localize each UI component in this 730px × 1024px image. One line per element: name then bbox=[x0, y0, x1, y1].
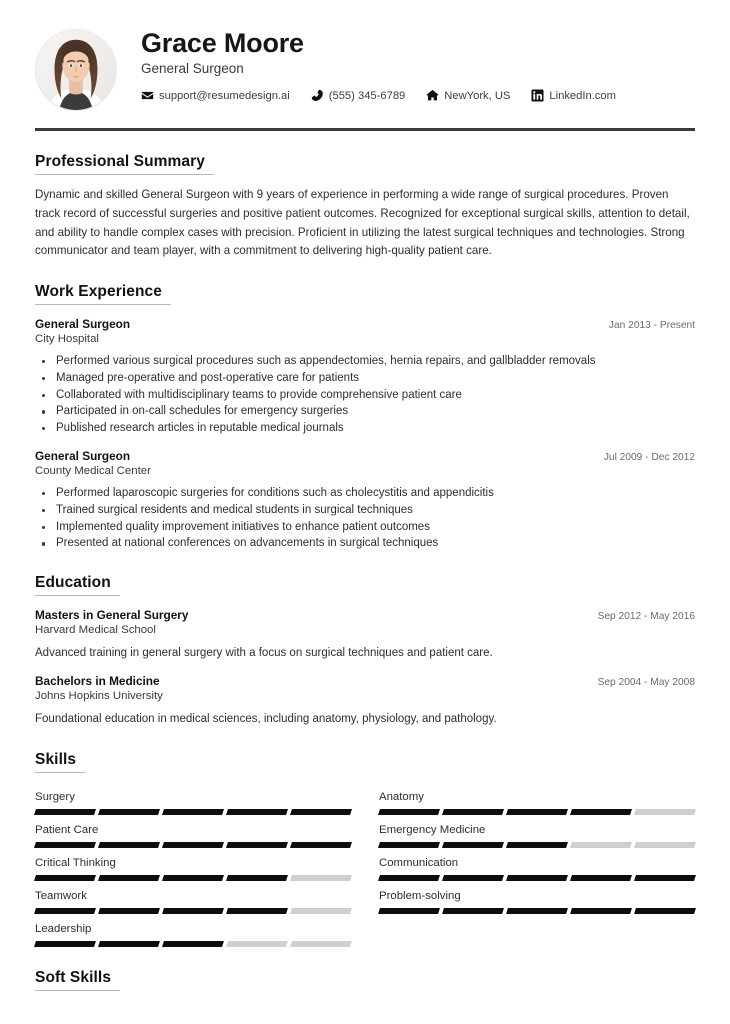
work-entry bbox=[35, 449, 695, 552]
skill-rating-segment bbox=[506, 809, 568, 815]
skill-label: Teamwork bbox=[35, 889, 87, 902]
skill-rating-segment bbox=[34, 842, 96, 848]
linkedin-icon bbox=[531, 89, 544, 102]
list-item: Participated in on-call schedules for emergency surgeries bbox=[54, 403, 695, 420]
skill-label: Critical Thinking bbox=[35, 856, 116, 869]
section-heading-skills: Skills bbox=[35, 751, 85, 773]
contact-location[interactable] bbox=[426, 89, 510, 102]
skill-rating-segment bbox=[34, 809, 96, 815]
skill-rating-segment bbox=[34, 875, 96, 881]
page-title: Grace Moore bbox=[141, 28, 304, 58]
work-bullets bbox=[35, 353, 695, 437]
skill-rating-segment bbox=[442, 908, 504, 914]
skill-rating-bar bbox=[379, 809, 695, 815]
skill-item bbox=[379, 782, 695, 815]
header-text-block bbox=[141, 27, 695, 102]
skill-label: Patient Care bbox=[35, 823, 99, 836]
section-skills bbox=[35, 751, 695, 947]
skill-rating-segment bbox=[506, 875, 568, 881]
contact-phone[interactable] bbox=[311, 89, 406, 102]
contact-email[interactable] bbox=[141, 89, 290, 102]
skill-rating-segment bbox=[378, 809, 440, 815]
skill-item bbox=[35, 848, 351, 881]
skill-label: Communication bbox=[379, 856, 459, 869]
list-item: Performed various surgical procedures such as appendectomies, hernia repairs, and gallbladder removals bbox=[54, 353, 695, 370]
list-item: Performed laparoscopic surgeries for conditions such as cholecystitis and appendicitis bbox=[54, 485, 695, 502]
skill-rating-segment bbox=[162, 842, 224, 848]
skill-rating-segment bbox=[442, 809, 504, 815]
skill-rating-segment bbox=[226, 908, 288, 914]
section-soft-skills bbox=[35, 969, 695, 991]
education-date: Sep 2012 - May 2016 bbox=[597, 611, 695, 623]
education-entry bbox=[35, 674, 695, 728]
skill-rating-bar bbox=[35, 809, 351, 815]
skill-rating-segment bbox=[634, 875, 696, 881]
skill-rating-segment bbox=[162, 908, 224, 914]
skill-item bbox=[35, 881, 351, 914]
skill-rating-segment bbox=[570, 809, 632, 815]
skill-rating-segment bbox=[442, 875, 504, 881]
skill-rating-segment bbox=[162, 941, 224, 947]
education-description: Advanced training in general surgery with a focus on surgical techniques and patient care. bbox=[35, 647, 493, 660]
skill-item bbox=[379, 848, 695, 881]
skills-grid bbox=[35, 782, 695, 947]
skill-rating-segment bbox=[290, 809, 352, 815]
list-item: Implemented quality improvement initiatives to enhance patient outcomes bbox=[54, 519, 695, 536]
contact-location-text: NewYork, US bbox=[444, 89, 511, 102]
skill-rating-segment bbox=[290, 941, 352, 947]
skill-rating-bar bbox=[35, 875, 351, 881]
phone-icon bbox=[311, 89, 324, 102]
skill-rating-segment bbox=[162, 875, 224, 881]
skill-rating-segment bbox=[226, 842, 288, 848]
education-degree: Bachelors in Medicine bbox=[35, 674, 160, 689]
skill-rating-segment bbox=[98, 908, 160, 914]
skill-rating-bar bbox=[35, 908, 351, 914]
skill-rating-segment bbox=[570, 875, 632, 881]
education-school: Johns Hopkins University bbox=[35, 690, 163, 703]
education-description: Foundational education in medical sciences, including anatomy, physiology, and pathology. bbox=[35, 713, 497, 726]
summary-text: Dynamic and skilled General Surgeon with 9 years of experience in performing a wide range of surgical procedures. Proven track record of successful surgeries and positive patient outcomes. Recognized for exceptional surgical skills, attention to detail, and ability to handle complex cases with precision. Proficient in utilizing the latest surgical techniques and technologies. Strong communicator and team player, with a commitment to delivering high-quality patient care. bbox=[35, 188, 690, 258]
section-heading-soft-skills: Soft Skills bbox=[35, 969, 120, 991]
work-date: Jan 2013 - Present bbox=[608, 320, 695, 332]
skill-rating-segment bbox=[34, 908, 96, 914]
header-divider bbox=[35, 128, 695, 131]
skill-rating-segment bbox=[378, 875, 440, 881]
skill-item bbox=[35, 782, 351, 815]
skill-rating-segment bbox=[226, 809, 288, 815]
work-role: General Surgeon bbox=[35, 449, 131, 464]
section-heading-work: Work Experience bbox=[35, 283, 171, 305]
work-date: Jul 2009 - Dec 2012 bbox=[603, 452, 695, 464]
list-item: Managed pre-operative and post-operative care for patients bbox=[54, 370, 695, 387]
skill-rating-segment bbox=[570, 908, 632, 914]
profile-photo bbox=[35, 29, 117, 111]
section-professional-summary bbox=[35, 153, 695, 261]
work-organization: County Medical Center bbox=[35, 465, 151, 478]
skill-rating-segment bbox=[634, 842, 696, 848]
skill-rating-segment bbox=[290, 908, 352, 914]
skill-rating-bar bbox=[379, 875, 695, 881]
skill-rating-bar bbox=[379, 908, 695, 914]
skill-rating-segment bbox=[634, 809, 696, 815]
skill-item bbox=[35, 914, 351, 947]
skill-rating-bar bbox=[35, 842, 351, 848]
list-item: Collaborated with multidisciplinary teams to provide comprehensive patient care bbox=[54, 387, 695, 404]
work-role: General Surgeon bbox=[35, 317, 131, 332]
location-icon bbox=[426, 89, 439, 102]
skill-rating-segment bbox=[98, 809, 160, 815]
skill-rating-segment bbox=[226, 941, 288, 947]
section-work-experience bbox=[35, 283, 695, 552]
education-entry bbox=[35, 608, 695, 662]
work-organization: City Hospital bbox=[35, 333, 99, 346]
contact-linkedin-text: LinkedIn.com bbox=[549, 89, 616, 102]
contact-phone-text: (555) 345-6789 bbox=[328, 89, 406, 102]
skill-label: Leadership bbox=[35, 922, 92, 935]
skill-item bbox=[379, 815, 695, 848]
skill-rating-segment bbox=[162, 809, 224, 815]
skill-label: Anatomy bbox=[379, 790, 424, 803]
section-heading-education: Education bbox=[35, 574, 120, 596]
list-item: Published research articles in reputable medical journals bbox=[54, 420, 695, 437]
skill-rating-segment bbox=[34, 941, 96, 947]
skill-rating-segment bbox=[506, 842, 568, 848]
contact-row bbox=[141, 89, 695, 102]
skill-label: Problem-solving bbox=[379, 889, 461, 902]
section-education bbox=[35, 574, 695, 729]
skill-rating-bar bbox=[379, 842, 695, 848]
resume-header bbox=[35, 0, 695, 111]
work-bullets bbox=[35, 485, 695, 552]
skill-item bbox=[35, 815, 351, 848]
skill-rating-segment bbox=[290, 875, 352, 881]
skill-rating-segment bbox=[98, 941, 160, 947]
skill-rating-segment bbox=[442, 842, 504, 848]
section-heading-summary: Professional Summary bbox=[35, 153, 214, 175]
skill-rating-segment bbox=[290, 842, 352, 848]
skill-rating-segment bbox=[98, 875, 160, 881]
work-entry bbox=[35, 317, 695, 437]
contact-linkedin[interactable] bbox=[531, 89, 616, 102]
education-degree: Masters in General Surgery bbox=[35, 608, 189, 623]
contact-email-text: support@resumedesign.ai bbox=[159, 89, 290, 102]
skill-rating-bar bbox=[35, 941, 351, 947]
list-item: Trained surgical residents and medical students in surgical techniques bbox=[54, 502, 695, 519]
skill-rating-segment bbox=[378, 908, 440, 914]
job-title: General Surgeon bbox=[141, 61, 244, 77]
skill-rating-segment bbox=[506, 908, 568, 914]
skill-rating-segment bbox=[378, 842, 440, 848]
skill-rating-segment bbox=[634, 908, 696, 914]
education-school: Harvard Medical School bbox=[35, 624, 156, 637]
skill-label: Emergency Medicine bbox=[379, 823, 486, 836]
skill-rating-segment bbox=[226, 875, 288, 881]
skill-label: Surgery bbox=[35, 790, 75, 803]
skill-rating-segment bbox=[98, 842, 160, 848]
education-date: Sep 2004 - May 2008 bbox=[597, 677, 695, 689]
list-item: Presented at national conferences on advancements in surgical techniques bbox=[54, 535, 695, 552]
email-icon bbox=[141, 89, 154, 102]
skill-item bbox=[379, 881, 695, 914]
skill-rating-segment bbox=[570, 842, 632, 848]
